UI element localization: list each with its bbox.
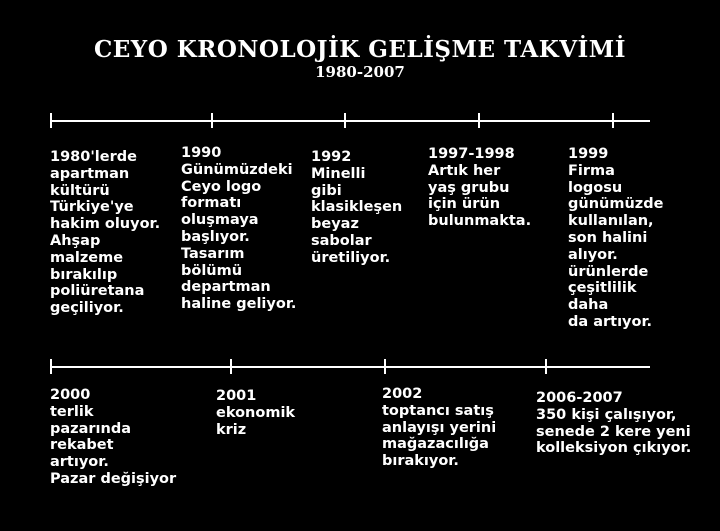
timeline-tick (545, 359, 547, 374)
timeline-tick (344, 113, 346, 128)
timeline-tick (230, 359, 232, 374)
timeline-tick (50, 359, 52, 374)
timeline-event-1997-1998: 1997-1998 Artık her yaş grubu için ürün bulunmakta. (428, 146, 532, 230)
timeline-tick (384, 359, 386, 374)
timeline-title: CEYO KRONOLOJİK GELİŞME TAKVİMİ (93, 36, 627, 63)
timeline-tick (211, 113, 213, 128)
timeline-event-2006-2007: 2006-2007 350 kişi çalışıyor, senede 2 kere yeni kolleksiyon çıkıyor. (536, 390, 692, 457)
timeline-event-2000: 2000 terlik pazarında rekabet artıyor. Pazar değişiyor (50, 387, 177, 487)
timeline-tick (612, 113, 614, 128)
timeline-axis-row-1 (50, 120, 650, 122)
timeline-axis-row-2 (50, 366, 650, 368)
timeline-event-2002: 2002 toptancı satış anlayışı yerini mağazacılığa bırakıyor. (382, 386, 497, 470)
timeline-tick (50, 113, 52, 128)
timeline-subtitle: 1980-2007 (315, 63, 405, 81)
timeline-event-2001: 2001 ekonomik kriz (216, 388, 296, 438)
timeline-event-1980s: 1980'lerde apartman kültürü Türkiye'ye hakim oluyor. Ahşap malzeme bırakılıp poliüretana geçiliyor. (50, 149, 161, 317)
timeline-event-1990: 1990 Günümüzdeki Ceyo logo formatı oluşmaya başlıyor. Tasarım bölümü departman haline geliyor. (181, 145, 297, 313)
timeline-event-1992: 1992 Minelli gibi klasikleşen beyaz sabolar üretiliyor. (311, 149, 403, 266)
timeline-tick (478, 113, 480, 128)
timeline-event-1999: 1999 Firma logosu günümüzde kullanılan, son halini alıyor. ürünlerde çeşitlilik daha da artıyor. (568, 146, 664, 330)
